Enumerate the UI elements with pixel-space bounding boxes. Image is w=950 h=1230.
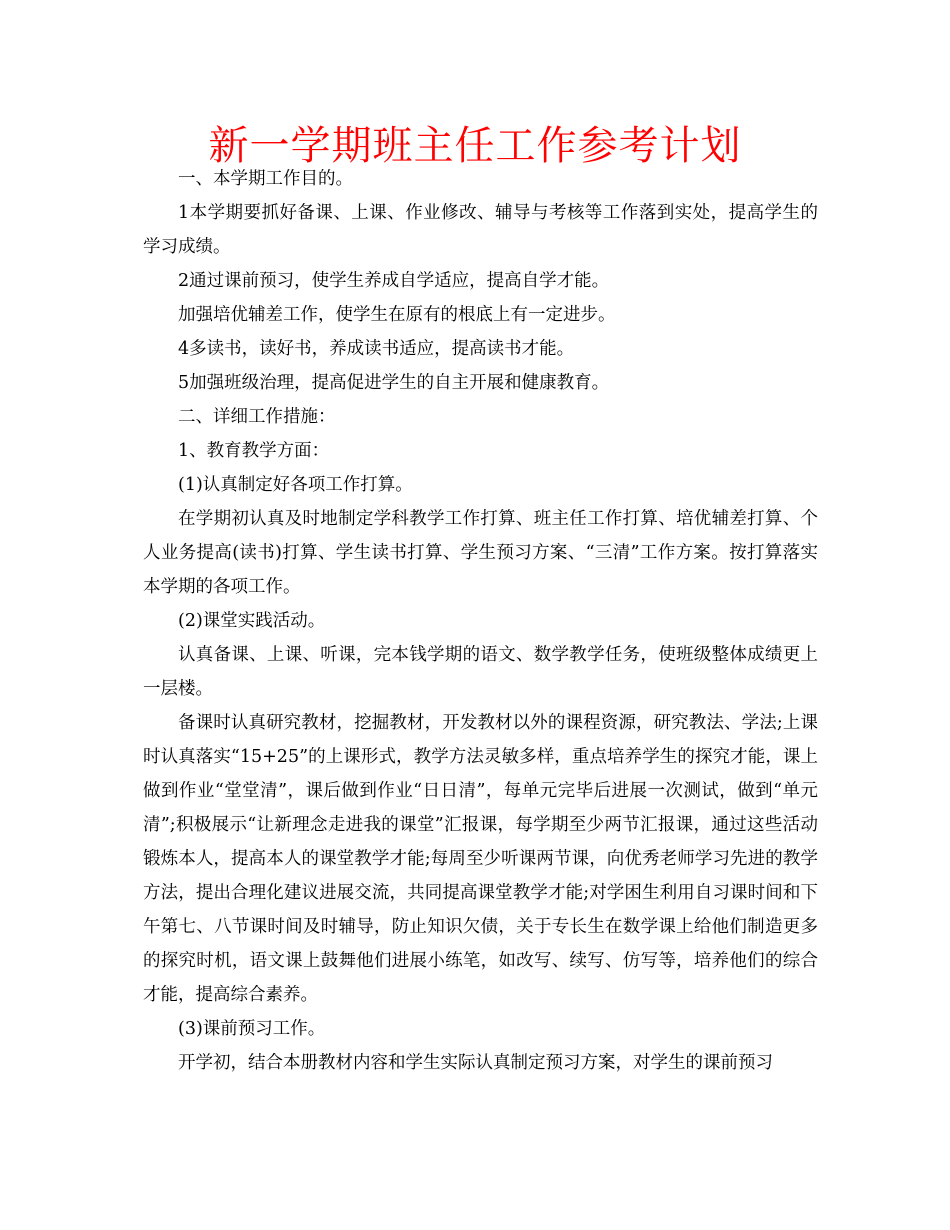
paragraph: 5加强班级治理，提高促进学生的自主开展和健康教育。 xyxy=(178,373,610,393)
paragraph: (1)认真制定好各项工作打算。 xyxy=(178,475,413,495)
paragraph: 2通过课前预习，使学生养成自学适应，提高自学才能。 xyxy=(178,271,610,291)
document-body xyxy=(143,162,818,1080)
paragraph: 加强培优辅差工作，使学生在原有的根底上有一定进步。 xyxy=(178,305,616,325)
paragraph: 二、详细工作措施： xyxy=(178,407,336,427)
paragraph: 1本学期要抓好备课、上课、作业修改、辅导与考核等工作落到实处，提高学生的学习成绩。 xyxy=(143,203,818,257)
paragraph: (2)课堂实践活动。 xyxy=(178,611,326,631)
document-title: 新一学期班主任工作参考计划 xyxy=(208,123,742,169)
paragraph: 一、本学期工作目的。 xyxy=(178,169,353,189)
paragraph: 备课时认真研究教材，挖掘教材，开发教材以外的课程资源，研究教法、学法;上课时认真落实“15+25”的上课形式，教学方法灵敏多样，重点培养学生的探究才能，课上做到作业“堂堂清”，课后做到作业“日日清”，每单元完毕后进展一次测试，做到“单元清”;积极展示“让新理念走进我的课堂”汇报课，每学期至少两节汇报课，通过这些活动锻炼本人，提高本人的课堂教学才能;每周至少听课两节课，向优秀老师学习先进的教学方法，提出合理化建议进展交流，共同提高课堂教学才能;对学困生利用自习课时间和下午第七、八节课时间及时辅导，防止知识欠债，关于专长生在数学课上给他们制造更多的探究时机，语文课上鼓舞他们进展小练笔，如改写、续写、仿写等，培养他们的综合才能，提高综合素养。 xyxy=(143,713,818,1005)
paragraph: 4多读书，读好书，养成读书适应，提高读书才能。 xyxy=(178,339,575,359)
paragraph: 开学初，结合本册教材内容和学生实际认真制定预习方案，对学生的课前预习 xyxy=(178,1053,773,1073)
paragraph: 1、教育教学方面： xyxy=(178,441,330,461)
paragraph: (3)课前预习工作。 xyxy=(178,1019,326,1039)
paragraph: 认真备课、上课、听课，完本钱学期的语文、数学教学任务，使班级整体成绩更上一层楼。 xyxy=(143,645,818,699)
paragraph: 在学期初认真及时地制定学科教学工作打算、班主任工作打算、培优辅差打算、个人业务提高(读书)打算、学生读书打算、学生预习方案、“三清”工作方案。按打算落实本学期的各项工作。 xyxy=(143,509,818,597)
